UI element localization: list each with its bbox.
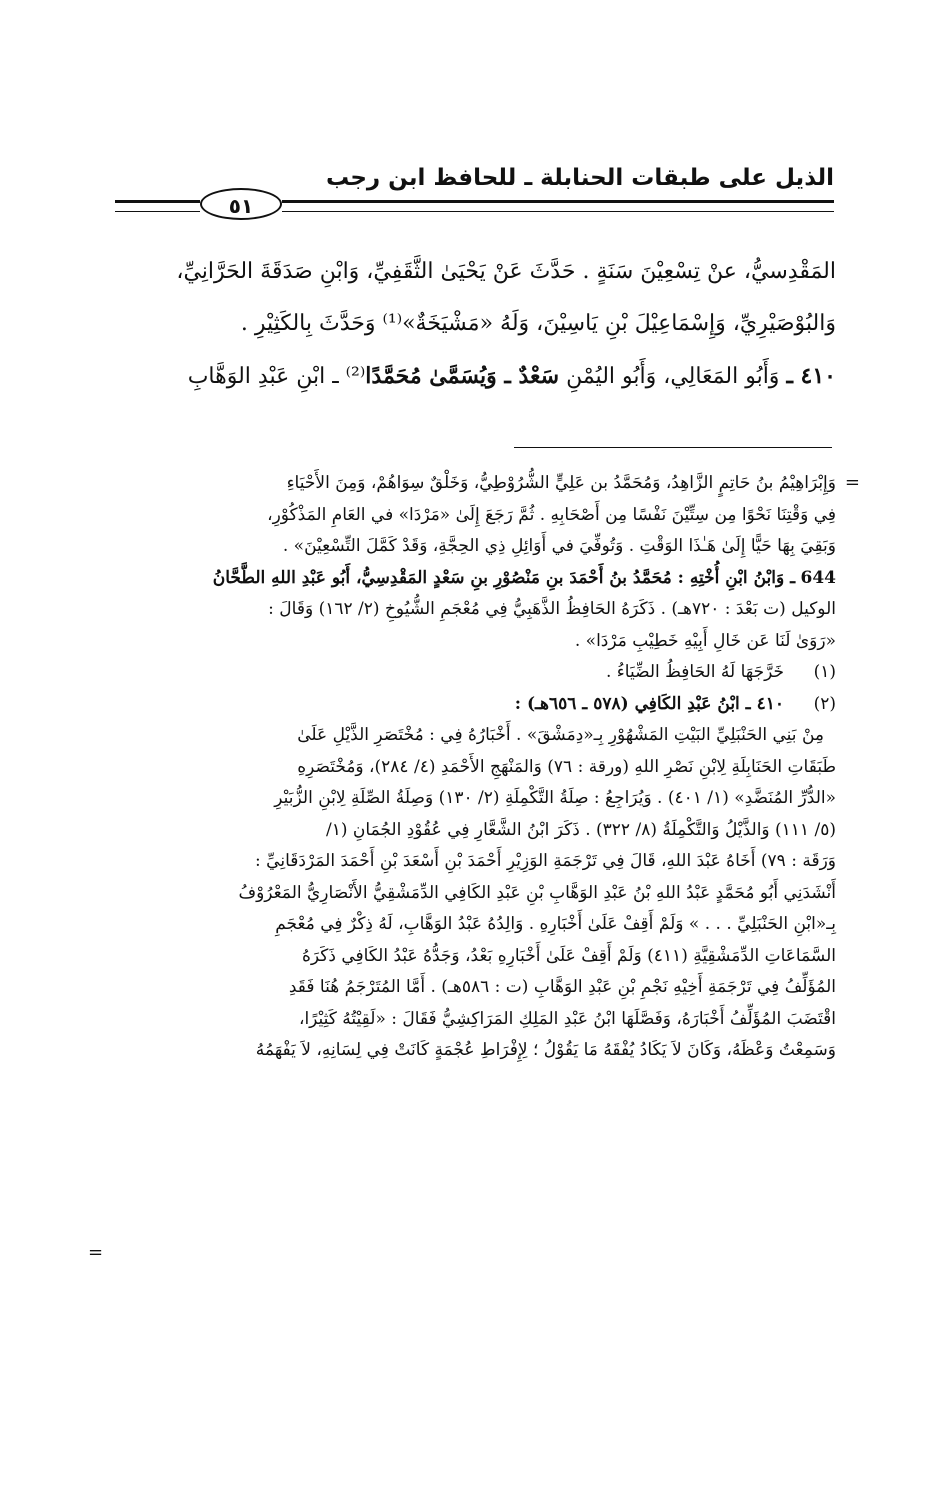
footnote-1-number: (١) — [813, 662, 836, 682]
footnote-2-line: أَنْشَدَنِي أَبُو مُحَمَّدٍ عَبْدُ اللهِ بْنُ عَبْدِ الوَهَّابِ بْنِ عَبْدِ الكَافِي الدِّمَشْقِيُّ الأَنْصَارِيُّ المَعْرُوْفُ — [238, 882, 836, 903]
note-644-head — [101, 563, 836, 595]
note-644-line: الوكيل (ت بَعْدَ : ٧٢٠هـ) . ذَكَرَهُ الحَافِظُ الذَّهَبِيُّ فِي مُعْجَمِ الشُّيُوخِ (٢/ ١٦٢) وَقَالَ : — [268, 599, 836, 619]
footnotes — [101, 468, 836, 1067]
footnote-continued-line: وَبَقِيَ بِهَا حَيًّا إِلَىٰ هَـٰذَا الوَقْتِ . وَتُوفِّيَ في أَوَائِلِ ذِي الحِجَّةِ، وَقَدْ كَمَّلَ التِّسْعِيْنَ» . — [282, 536, 836, 556]
main-text — [106, 246, 836, 403]
footnote-continued-line: فِي وَقْتِنَا نَحْوًا مِن سِتِّيْنَ نَفْسًا مِن أَصْحَابِهِ . ثُمَّ رَجَعَ إِلَىٰ «مَرْدَا» في العَامِ المَذْكُوْرِ، — [267, 504, 836, 525]
footnote-2-line: طَبَقَاتِ الحَنَابِلَةِ لِابْنِ نَصْرِ اللهِ (ورقة : ٧٦) وَالمَنْهَجِ الأَحْمَدِ (٤/ ٢٨٤)، وَمُخْتَصَرِهِ — [297, 756, 836, 777]
footnote-2-line: بِـ«ابْنِ الحَنْبَلِيِّ . . . » وَلَمْ أَقِفْ عَلَىٰ أَخْبَارِهِ . وَالِدُهُ عَبْدُ الوَهَّابِ، لَهُ ذِكْرٌ فِي مُعْجَمِ — [275, 914, 836, 934]
footnote-1-text: خَرَّجَهَا لَهُ الحَافِظُ الضِّيَاءُ . — [606, 662, 784, 682]
note-644-number: 644 — [800, 567, 836, 588]
footnote-2-line: السَّمَاعَاتِ الدِّمَشْقِيَّةِ (٤١١) وَلَمْ أَقِفْ عَلَىٰ أَخْبَارِهِ بَعْدُ، وَجَدُّهُ عَبْدُ الكَافِي ذَكَرَهُ — [301, 945, 836, 966]
entry-number: ٤١٠ ـ — [786, 363, 836, 389]
header-rule-left — [115, 200, 200, 212]
footnote-2-line: (٥/ ١١١) وَالذَّيْلُ وَالتَّكْمِلَةُ (٨/ ٣٢٢) . ذَكَرَ ابْنُ الشَّعَّارِ فِي عُقُوْدِ الجُمَانِ (١/ — [326, 819, 836, 840]
header-rule-right — [282, 200, 834, 212]
footnote-2-heading: ٤١٠ ـ ابْنُ عَبْدِ الكَافِي (٥٧٨ ـ ٦٥٦هـ) : — [514, 693, 784, 714]
main-line-1: المَقْدِسيُّ، عنْ تِسْعِيْنَ سَنَةٍ . حَدَّثَ عَنْ يَحْيَىٰ الثَّقَفِيِّ، وَابْنِ صَدَقَةَ الحَرَّانِيِّ، — [176, 259, 836, 284]
end-continuation-mark: = — [88, 1242, 104, 1263]
note-644-title: ـ وَابْنُ ابْنِ أُخْتِهِ : مُحَمَّدُ بنُ أَحْمَدَ بنِ مَنْصُوْرِ بنِ سَعْدٍ المَقْدِسِيُّ، أَبُو عَبْدِ اللهِ الطَّحَّانُ — [212, 567, 796, 588]
footnote-1 — [101, 657, 836, 689]
footnote-continued-line: وَإِبْرَاهِيْمُ بنُ حَاتِمٍ الزَّاهِدُ، وَمُحَمَّدُ بن عَلِيٍّ الشُّرُوْطِيُّ، وَخَلْقٌ سِوَاهُمْ، وَمِنَ الأَحْيَاءِ — [286, 473, 836, 493]
footnote-divider — [514, 447, 832, 448]
running-title: الذيل على طبقات الحنابلة ـ للحافظ ابن رجب — [325, 165, 834, 191]
main-line-2: وَالبُوْصَيْرِيِّ، وَإِسْمَاعِيْلَ بْنِ يَاسِيْنَ، وَلَهُ «مَشْيَخَةٌ»⁽¹⁾ وَحَدَّثَ بِالكَثِيْرِ . — [240, 311, 836, 336]
footnote-2 — [101, 689, 836, 721]
footnote-2-line: مِنْ بَنِي الحَنْبَلِيِّ البَيْتِ المَشْهُوْرِ بِـ«دِمَشْقَ» . أَخْبَارُهُ فِي : مُخْتَصَرِ الذَّيْلِ عَلَىٰ — [297, 725, 824, 745]
continuation-mark: = — [844, 472, 860, 493]
entry-bold-name: سَعْدٌ ـ وَيُسَمَّىٰ مُحَمَّدًا — [365, 363, 560, 389]
footnote-2-line: «الدُّرِّ المُنَضَّدِ» (١/ ٤٠١) . وَيُرَاجِعُ : صِلَةُ التَّكْمِلَةِ (٢/ ١٣٠) وَصِلَةُ الصِّلَةِ لِابْنِ الزُّبَيْرِ — [274, 788, 836, 808]
page-number: ٥١ — [200, 188, 282, 220]
footnote-2-line: المُؤَلِّفُ فِي تَرْجَمَةِ أَخِيْهِ نَجْمِ بْنِ عَبْدِ الوَهَّابِ (ت : ٥٨٦هـ) . أَمَّا المُتَرْجَمُ هُنَا فَقَدِ — [288, 977, 836, 997]
entry-text-b: ⁽²⁾ ـ ابْنِ عَبْدِ الوَهَّابِ — [187, 364, 366, 389]
footnote-2-line: وَرَقَة : ٧٩) أَخَاهُ عَبْدَ اللهِ، قَالَ فِي تَرْجَمَةِ الوَزِيْرِ أَحْمَدَ بْنِ أَسْعَدَ بْنِ أَحْمَدَ المَرْدَقَانِيِّ : — [255, 851, 836, 871]
footnote-2-line: اقْتَضَبَ المُؤَلِّفُ أَخْبَارَهُ، وَفَصَّلَهَا ابْنُ عَبْدِ المَلِكِ المَرَاكِشِيُّ فَقَالَ : «لَقِيْتُهُ كَثِيْرًا، — [298, 1008, 836, 1029]
entry-text-a: وَأَبُو المَعَالِي، وَأَبُو اليُمْنِ — [566, 364, 780, 389]
entry-410 — [106, 350, 836, 403]
footnote-2-number: (٢) — [813, 693, 836, 714]
footnote-2-line: وَسَمِعْتُ وَعْظَهُ، وَكَانَ لاَ يَكَادُ يُفْقَهُ مَا يَقُوْلُ ؛ لِإِفْرَاطِ عُجْمَةٍ كَانَتْ فِي لِسَانِهِ، لاَ يَفْهَمُهُ — [255, 1040, 836, 1060]
note-644-line: «رَوَىٰ لَنَا عَن خَالِ أَبِيْهِ خَطِيْبِ مَرْدَا» . — [574, 630, 836, 651]
